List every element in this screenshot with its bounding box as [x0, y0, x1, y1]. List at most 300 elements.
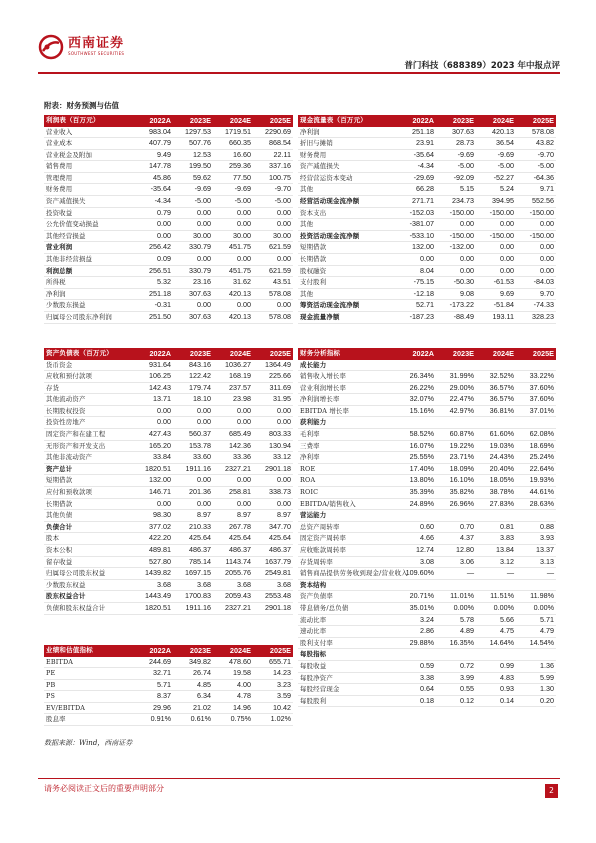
cell-value: -4.34	[396, 161, 436, 173]
cell-value: 12.80	[436, 545, 476, 557]
cell-value: 33.60	[173, 452, 213, 464]
row-label: 现金流量净额	[298, 312, 396, 324]
row-label: 速动比率	[298, 626, 396, 638]
table-row	[44, 184, 293, 196]
cell-value: 0.00	[436, 254, 476, 266]
cell-value	[476, 510, 516, 522]
cell-value: 0.00	[213, 417, 253, 429]
cell-value: 425.64	[253, 533, 293, 545]
cell-value: 3.12	[476, 556, 516, 568]
table-row	[44, 394, 293, 406]
cell-value: 578.08	[253, 288, 293, 300]
table-header-row	[298, 115, 556, 127]
row-label: 折旧与摊销	[298, 138, 396, 150]
table-row	[298, 568, 556, 580]
cell-value: 18.05%	[476, 475, 516, 487]
cell-value: 420.13	[213, 288, 253, 300]
table-row	[298, 371, 556, 383]
cell-value: 0.00	[213, 207, 253, 219]
cell-value: 0.00	[173, 417, 213, 429]
cell-value: 0.00	[173, 219, 213, 231]
row-label: 总资产周转率	[298, 521, 396, 533]
table-row	[298, 452, 556, 464]
cell-value: 14.64%	[476, 637, 516, 649]
cell-value: 44.61%	[516, 487, 556, 499]
cell-value: 0.00	[253, 405, 293, 417]
year-header: 2022A	[396, 115, 436, 127]
row-label: 资本支出	[298, 207, 396, 219]
table-row	[298, 288, 556, 300]
row-label: 应收账款周转率	[298, 545, 396, 557]
cell-value: 803.33	[253, 429, 293, 441]
cell-value: -381.07	[396, 219, 436, 231]
cell-value: 2059.43	[213, 591, 253, 603]
cell-value: 27.83%	[476, 498, 516, 510]
cell-value: 0.00	[253, 254, 293, 266]
cell-value: 13.84	[476, 545, 516, 557]
cell-value: 16.07%	[396, 440, 436, 452]
table-header-row	[44, 645, 293, 657]
cell-value: 486.37	[173, 545, 213, 557]
cashflow-statement-table	[298, 115, 556, 324]
cell-value: 1297.53	[173, 127, 213, 138]
cell-value: 23.16	[173, 277, 213, 289]
cell-value: 0.09	[133, 254, 173, 266]
cell-value: 0.12	[436, 695, 476, 707]
cell-value: 9.70	[516, 288, 556, 300]
table-row	[44, 207, 293, 219]
row-label: 长期借款	[44, 498, 133, 510]
cell-value: 4.75	[476, 626, 516, 638]
financial-ratios-table	[298, 348, 556, 707]
table-row	[44, 300, 293, 312]
cell-value: 122.42	[173, 371, 213, 383]
cell-value: 33.36	[213, 452, 253, 464]
table-header-row	[298, 348, 556, 360]
cell-value: 12.74	[396, 545, 436, 557]
cell-value: 19.03%	[476, 440, 516, 452]
cell-value: -9.69	[476, 149, 516, 161]
cell-value: 621.59	[253, 242, 293, 254]
cell-value: 0.79	[133, 207, 173, 219]
cell-value: -5.00	[173, 196, 213, 208]
data-source-note: 数据来源：Wind，西南证券	[44, 739, 133, 747]
cell-value: 0.00	[133, 405, 173, 417]
row-label: 毛利率	[298, 429, 396, 441]
cell-value: 9.49	[133, 149, 173, 161]
cell-value: 9.08	[436, 288, 476, 300]
cell-value: 5.15	[436, 184, 476, 196]
cell-value: -9.70	[516, 149, 556, 161]
cell-value: 26.34%	[396, 371, 436, 383]
cell-value: 0.70	[436, 521, 476, 533]
cell-value: 8.97	[173, 510, 213, 522]
table-row	[298, 382, 556, 394]
cell-value: 486.37	[213, 545, 253, 557]
row-label: 支付股利	[298, 277, 396, 289]
row-label: 无形资产和开发支出	[44, 440, 133, 452]
cell-value: 28.63%	[516, 498, 556, 510]
cell-value: 3.13	[516, 556, 556, 568]
cell-value: 37.60%	[516, 382, 556, 394]
cell-value: 4.89	[436, 626, 476, 638]
footer-disclaimer: 请务必阅读正文后的重要声明部分	[44, 784, 164, 793]
cell-value: 0.00%	[476, 602, 516, 614]
cell-value: 30.00	[253, 230, 293, 242]
cell-value: 24.89%	[396, 498, 436, 510]
cell-value: 22.64%	[516, 463, 556, 475]
cell-value: 0.00	[213, 254, 253, 266]
table-row	[44, 417, 293, 429]
row-label: 经营活动现金流净额	[298, 196, 396, 208]
cell-value: 61.60%	[476, 429, 516, 441]
cell-value: -5.00	[213, 196, 253, 208]
row-label: 资产减值损失	[44, 196, 133, 208]
table-row	[298, 475, 556, 487]
row-label: EBITDA 增长率	[298, 405, 396, 417]
row-label: 三费率	[298, 440, 396, 452]
table-row	[298, 498, 556, 510]
row-label: 销售费用	[44, 161, 133, 173]
cell-value: 43.82	[516, 138, 556, 150]
table-row	[298, 626, 556, 638]
table-row	[298, 265, 556, 277]
cell-value: -150.00	[436, 207, 476, 219]
cell-value: 256.42	[133, 242, 173, 254]
cell-value: 3.68	[133, 579, 173, 591]
row-label: 资产总计	[44, 463, 133, 475]
row-label: 应付和预收款项	[44, 487, 133, 499]
footer-divider	[38, 778, 560, 779]
row-label: 股本	[44, 533, 133, 545]
cell-value: 1036.27	[213, 360, 253, 371]
row-label: 其他经营损益	[44, 230, 133, 242]
cell-value: 23.98	[213, 394, 253, 406]
table-row	[44, 579, 293, 591]
year-header: 2023E	[173, 645, 213, 657]
cell-value	[396, 360, 436, 371]
cell-value: -132.00	[436, 242, 476, 254]
row-label: 投资性房地产	[44, 417, 133, 429]
cell-value: 5.99	[516, 672, 556, 684]
cell-value: -9.69	[436, 149, 476, 161]
cell-value: 0.00	[133, 498, 173, 510]
cell-value: 100.75	[253, 172, 293, 184]
cell-value: 31.62	[213, 277, 253, 289]
cell-value: 578.08	[516, 127, 556, 138]
cell-value: 0.72	[436, 660, 476, 672]
cell-value	[516, 417, 556, 429]
cell-value: 0.00	[173, 405, 213, 417]
cell-value: 17.40%	[396, 463, 436, 475]
cell-value: 1719.51	[213, 127, 253, 138]
year-header: 2024E	[476, 348, 516, 360]
cell-value: 0.00	[173, 207, 213, 219]
cell-value: 60.87%	[436, 429, 476, 441]
table-row	[298, 614, 556, 626]
cell-value: 1443.49	[133, 591, 173, 603]
cell-value: 153.78	[173, 440, 213, 452]
table-row	[298, 545, 556, 557]
cell-value	[396, 510, 436, 522]
cell-value: 36.54	[476, 138, 516, 150]
table-row	[298, 649, 556, 661]
year-header: 2022A	[396, 348, 436, 360]
row-label: 销售收入增长率	[298, 371, 396, 383]
cell-value: 33.22%	[516, 371, 556, 383]
table-row	[298, 172, 556, 184]
cell-value: 31.99%	[436, 371, 476, 383]
cell-value	[436, 510, 476, 522]
cell-value: 16.35%	[436, 637, 476, 649]
cell-value: 868.54	[253, 138, 293, 150]
row-label: 经营营运资本变动	[298, 172, 396, 184]
row-label: PE	[44, 668, 133, 680]
cell-value: 12.53	[173, 149, 213, 161]
cell-value: 0.59	[396, 660, 436, 672]
year-header: 2023E	[173, 115, 213, 127]
table-row	[298, 219, 556, 231]
table-row	[44, 668, 293, 680]
cell-value: 5.71	[133, 679, 173, 691]
cell-value	[516, 510, 556, 522]
cell-value: 3.68	[213, 579, 253, 591]
row-label: ROE	[298, 463, 396, 475]
row-label: 所得税	[44, 277, 133, 289]
cell-value: 420.13	[213, 312, 253, 324]
table-row	[44, 429, 293, 441]
cell-value: 244.69	[133, 657, 173, 668]
row-label: 股权融资	[298, 265, 396, 277]
cell-value: 146.71	[133, 487, 173, 499]
cell-value: 1700.83	[173, 591, 213, 603]
cell-value: 0.14	[476, 695, 516, 707]
cell-value: 578.08	[253, 312, 293, 324]
row-label: 财务费用	[44, 184, 133, 196]
table-row	[298, 405, 556, 417]
cell-value: 1143.74	[213, 556, 253, 568]
cell-value: 1637.79	[253, 556, 293, 568]
year-header: 2023E	[436, 115, 476, 127]
cell-value: 14.23	[253, 668, 293, 680]
cell-value: 23.91	[396, 138, 436, 150]
row-label: ROIC	[298, 487, 396, 499]
row-label: 其他流动资产	[44, 394, 133, 406]
row-label: 短期借款	[44, 475, 133, 487]
cell-value: -0.31	[133, 300, 173, 312]
cell-value: -9.69	[213, 184, 253, 196]
row-label: 长期借款	[298, 254, 396, 266]
row-label: 带息债务/总负债	[298, 602, 396, 614]
cell-value: 2327.21	[213, 463, 253, 475]
table-row	[44, 556, 293, 568]
table-row	[44, 138, 293, 150]
cell-value: 5.32	[133, 277, 173, 289]
income-statement-table	[44, 115, 293, 324]
cell-value: 29.96	[133, 702, 173, 714]
cell-value: 59.62	[173, 172, 213, 184]
table-row	[298, 440, 556, 452]
cell-value: 307.63	[173, 288, 213, 300]
cell-value: 0.60	[396, 521, 436, 533]
cell-value: -74.33	[516, 300, 556, 312]
cell-value: -152.03	[396, 207, 436, 219]
cell-value	[476, 417, 516, 429]
cell-value: 37.60%	[516, 394, 556, 406]
cell-value: 0.81	[476, 521, 516, 533]
cell-value: 407.79	[133, 138, 173, 150]
cell-value: 3.68	[173, 579, 213, 591]
cell-value	[476, 360, 516, 371]
cell-value: 26.22%	[396, 382, 436, 394]
cell-value	[436, 649, 476, 661]
cell-value: 451.75	[213, 265, 253, 277]
cell-value: 0.00	[133, 417, 173, 429]
cell-value: 338.73	[253, 487, 293, 499]
row-label: PB	[44, 679, 133, 691]
cell-value: -75.15	[396, 277, 436, 289]
cell-value: 425.64	[213, 533, 253, 545]
cell-value: 9.69	[476, 288, 516, 300]
cell-value: 5.24	[476, 184, 516, 196]
cell-value: 0.18	[396, 695, 436, 707]
cell-value: 22.47%	[436, 394, 476, 406]
cell-value: 347.70	[253, 521, 293, 533]
cell-value: -150.00	[476, 230, 516, 242]
row-label: 利润总额	[44, 265, 133, 277]
brand-subtitle: SOUTHWEST SECURITIES	[68, 51, 125, 56]
cell-value: 0.00	[476, 254, 516, 266]
row-label: 每股指标	[298, 649, 396, 661]
cell-value: 258.81	[213, 487, 253, 499]
cell-value: 0.00	[213, 300, 253, 312]
year-header: 2025E	[253, 645, 293, 657]
cell-value: 2.86	[396, 626, 436, 638]
table-row	[298, 521, 556, 533]
cell-value: 225.66	[253, 371, 293, 383]
table-row	[44, 568, 293, 580]
cell-value: 0.00	[516, 219, 556, 231]
cell-value: 1439.82	[133, 568, 173, 580]
cell-value: 15.16%	[396, 405, 436, 417]
row-label: 销售商品提供劳务收到现金/营业收入	[298, 568, 396, 580]
cell-value: 8.97	[253, 510, 293, 522]
cell-value: —	[516, 568, 556, 580]
row-label: 筹资活动现金流净额	[298, 300, 396, 312]
cell-value: 26.96%	[436, 498, 476, 510]
table-row	[44, 172, 293, 184]
cell-value: 2549.81	[253, 568, 293, 580]
cell-value: 130.94	[253, 440, 293, 452]
cell-value: 0.00	[173, 300, 213, 312]
cell-value: 18.09%	[436, 463, 476, 475]
cell-value: 394.95	[476, 196, 516, 208]
cell-value: 36.57%	[476, 382, 516, 394]
cell-value: 210.33	[173, 521, 213, 533]
cell-value: -84.03	[516, 277, 556, 289]
table-row	[298, 637, 556, 649]
cell-value: 451.75	[213, 242, 253, 254]
row-label: 股息率	[44, 714, 133, 726]
cell-value: 52.71	[396, 300, 436, 312]
table-row	[44, 657, 293, 668]
cell-value: -35.64	[396, 149, 436, 161]
row-label: 每股股利	[298, 695, 396, 707]
cell-value: 3.24	[396, 614, 436, 626]
cell-value: -5.00	[436, 161, 476, 173]
table-row	[44, 196, 293, 208]
cell-value	[516, 360, 556, 371]
cell-value	[436, 360, 476, 371]
table-row	[298, 277, 556, 289]
cell-value: 349.82	[173, 657, 213, 668]
cell-value: 18.10	[173, 394, 213, 406]
cell-value: 23.71%	[436, 452, 476, 464]
cell-value: 8.37	[133, 691, 173, 703]
cell-value: 16.60	[213, 149, 253, 161]
cell-value: 0.00	[173, 254, 213, 266]
cell-value: 3.59	[253, 691, 293, 703]
row-label: 股利支付率	[298, 637, 396, 649]
cell-value: 32.52%	[476, 371, 516, 383]
cell-value: 560.37	[173, 429, 213, 441]
table-row	[298, 184, 556, 196]
cell-value: 330.79	[173, 242, 213, 254]
row-label: 其他	[298, 219, 396, 231]
row-label: 长期股权投资	[44, 405, 133, 417]
cell-value: 142.36	[213, 440, 253, 452]
row-label: 资本结构	[298, 579, 396, 591]
cell-value: 2553.48	[253, 591, 293, 603]
cell-value: 0.20	[516, 695, 556, 707]
cell-value: -533.10	[396, 230, 436, 242]
cell-value: 3.83	[476, 533, 516, 545]
table-row	[44, 360, 293, 371]
table-row	[44, 475, 293, 487]
cell-value: -5.00	[476, 161, 516, 173]
row-label: 负债合计	[44, 521, 133, 533]
cell-value: -35.64	[133, 184, 173, 196]
cell-value	[476, 579, 516, 591]
cell-value: -150.00	[516, 207, 556, 219]
cell-value: 307.63	[436, 127, 476, 138]
row-label: 负债和股东权益合计	[44, 602, 133, 614]
cell-value: 18.69%	[516, 440, 556, 452]
row-label: 短期借款	[298, 242, 396, 254]
cell-value: -187.23	[396, 312, 436, 324]
cell-value: 0.00	[516, 242, 556, 254]
cell-value: 24.43%	[476, 452, 516, 464]
cell-value: 35.82%	[436, 487, 476, 499]
row-label: 存货	[44, 382, 133, 394]
cell-value: 32.07%	[396, 394, 436, 406]
cell-value: -4.34	[133, 196, 173, 208]
cell-value: 251.50	[133, 312, 173, 324]
cell-value: 179.74	[173, 382, 213, 394]
cell-value	[436, 417, 476, 429]
cell-value: 3.06	[436, 556, 476, 568]
cell-value: 256.51	[133, 265, 173, 277]
table-title: 业绩和估值指标	[44, 645, 133, 657]
cell-value: 30.00	[213, 230, 253, 242]
cell-value: 16.10%	[436, 475, 476, 487]
table-row	[298, 695, 556, 707]
cell-value: 62.08%	[516, 429, 556, 441]
cell-value: 0.00	[173, 475, 213, 487]
table-row	[298, 533, 556, 545]
row-label: 资产减值损失	[298, 161, 396, 173]
table-row	[298, 300, 556, 312]
